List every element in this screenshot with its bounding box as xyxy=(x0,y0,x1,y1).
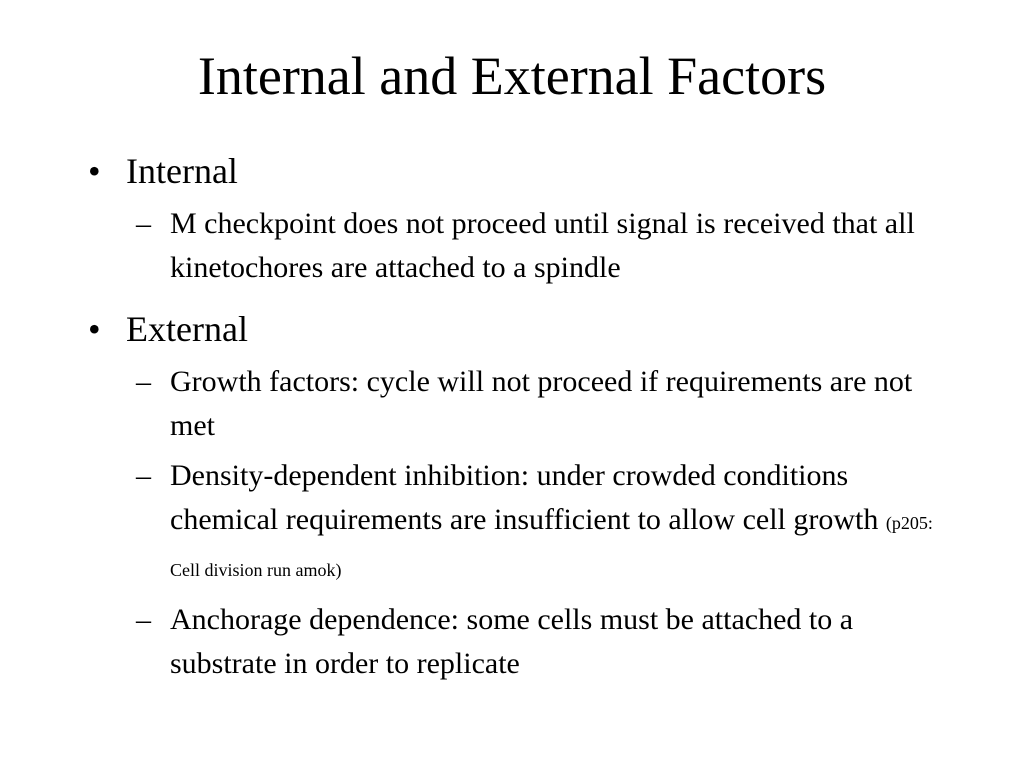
bullet-heading: External xyxy=(126,309,248,349)
sub-bullet xyxy=(136,360,938,448)
dash-icon: – xyxy=(136,603,151,636)
slide-content xyxy=(88,146,938,686)
dash-icon: – xyxy=(136,207,151,240)
bullet-icon: • xyxy=(88,309,101,349)
slide-title: Internal and External Factors xyxy=(197,46,827,106)
sub-bullet xyxy=(136,598,938,686)
page-reference-note: (p205: Cell division run amok) xyxy=(170,513,933,580)
bullet-internal xyxy=(88,146,938,196)
sub-bullet-text: M checkpoint does not proceed until signal is received that all kinetochores are attached to a spindle xyxy=(170,207,915,284)
sub-bullet-text: Density-dependent inhibition: under crowded conditions chemical requirements are insufficient to allow cell growth xyxy=(170,459,879,536)
bullet-heading: Internal xyxy=(126,151,238,191)
sub-bullet-text: Growth factors: cycle will not proceed if requirements are not met xyxy=(170,365,913,442)
sub-bullet xyxy=(136,454,938,592)
sub-bullet xyxy=(136,202,938,290)
dash-icon: – xyxy=(136,365,151,398)
bullet-icon: • xyxy=(88,151,101,191)
bullet-external xyxy=(88,304,938,354)
sub-bullet-text: Anchorage dependence: some cells must be attached to a substrate in order to replicate xyxy=(170,603,854,680)
dash-icon: – xyxy=(136,459,151,492)
